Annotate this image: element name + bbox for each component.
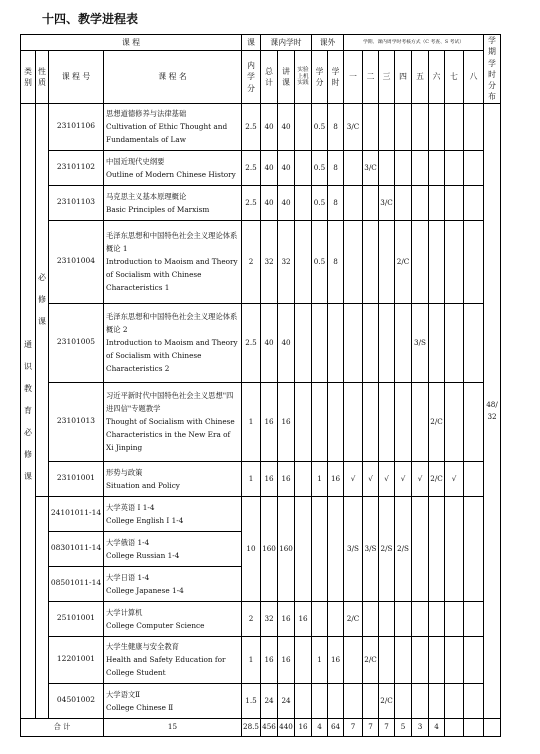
- semester-cell: [379, 382, 395, 461]
- lab-cell: [295, 496, 312, 601]
- totals-semester: 4: [429, 718, 445, 736]
- semester-cell: [363, 683, 379, 718]
- semester-3-header: 三: [379, 51, 395, 103]
- course-name: 大学俄语 1-4 College Russian 1-4: [104, 531, 242, 566]
- semester-cell: [445, 496, 464, 601]
- semester-cell: [464, 496, 484, 601]
- ex-hours-cell: [328, 382, 344, 461]
- name-header: 课 程 名: [104, 51, 242, 103]
- lab-cell: [295, 303, 312, 382]
- semester-cell: [429, 103, 445, 150]
- lecture-cell: 40: [278, 303, 295, 382]
- lab-header: 实验 上机 实践: [295, 51, 312, 103]
- semester-cell: [344, 185, 363, 220]
- semester-cell: [445, 303, 464, 382]
- semester-assessment-header: 学期、课内周学时考核方式（C 考查、S 考试）: [344, 35, 484, 51]
- table-row: [21, 683, 501, 718]
- semester-cell: [445, 601, 464, 636]
- totals-semester: 7: [363, 718, 379, 736]
- course-name: 大学计算机 College Computer Science: [104, 601, 242, 636]
- total-header: 总 计: [261, 51, 278, 103]
- table-row: [21, 103, 501, 150]
- ex-credits-cell: 0.5: [312, 103, 328, 150]
- semester-cell: [379, 103, 395, 150]
- semester-cell: [429, 496, 445, 601]
- table-row: [21, 185, 501, 220]
- semester-cell: 3/C: [363, 150, 379, 185]
- total-cell: 16: [261, 461, 278, 496]
- ex-credits-cell: 0.5: [312, 185, 328, 220]
- semester-cell: √: [379, 461, 395, 496]
- teaching-schedule-table: [20, 34, 501, 737]
- category-label: 通 识 教 育 必 修 课: [24, 339, 32, 481]
- semester-cell: [445, 382, 464, 461]
- lecture-cell: 24: [278, 683, 295, 718]
- semester-cell: [395, 636, 412, 683]
- semester-cell: √: [445, 461, 464, 496]
- course-name: 思想道德修养与法律基础 Cultivation of Ethic Thought and Fundamentals of Law: [104, 103, 242, 150]
- totals-semester: [464, 718, 484, 736]
- semester-cell: [395, 150, 412, 185]
- semester-cell: 3/S: [363, 496, 379, 601]
- ex-credits-cell: [312, 683, 328, 718]
- semester-cell: [344, 636, 363, 683]
- semester-cell: 3/S: [412, 303, 429, 382]
- semester-cell: [395, 103, 412, 150]
- semester-cell: [363, 601, 379, 636]
- semester-cell: [429, 636, 445, 683]
- ex-hours-cell: [328, 303, 344, 382]
- lab-cell: [295, 382, 312, 461]
- semester-cell: [379, 601, 395, 636]
- credits-header: 内 学 分: [242, 51, 261, 103]
- semester-cell: [464, 103, 484, 150]
- semester-cell: [464, 303, 484, 382]
- semester-cell: [395, 303, 412, 382]
- semester-cell: [445, 103, 464, 150]
- totals-semester-hours: [484, 718, 501, 736]
- semester-cell: √: [395, 461, 412, 496]
- lab-cell: [295, 636, 312, 683]
- totals-ex-hours: 64: [328, 718, 344, 736]
- course-name: 习近平新时代中国特色社会主义思想"四进四信"专题教学 Thought of Socialism with Chinese Characteristics in the New Era of Xi Jinping: [104, 382, 242, 461]
- semester-cell: [344, 382, 363, 461]
- total-cell: 160: [261, 496, 278, 601]
- ex-hours-cell: 16: [328, 636, 344, 683]
- totals-semester: 5: [395, 718, 412, 736]
- semester-cell: [429, 185, 445, 220]
- ex-hours-cell: 8: [328, 185, 344, 220]
- course-code: 23101106: [49, 103, 104, 150]
- semester-cell: [412, 382, 429, 461]
- semester-cell: [429, 601, 445, 636]
- table-row: [21, 303, 501, 382]
- semester-cell: 2/S: [395, 496, 412, 601]
- credits-cell: 2.5: [242, 303, 261, 382]
- credits-cell: 1.5: [242, 683, 261, 718]
- ex-hours-cell: 8: [328, 220, 344, 303]
- credits-cell: 1: [242, 636, 261, 683]
- course-name: 形势与政策 Situation and Policy: [104, 461, 242, 496]
- semester-cell: [363, 303, 379, 382]
- semester-hours-cell: [484, 103, 501, 718]
- lecture-cell: 160: [278, 496, 295, 601]
- ex-credits-cell: 1: [312, 636, 328, 683]
- ex-credits-cell: 1: [312, 461, 328, 496]
- credits-header-top: 课: [242, 35, 261, 51]
- total-cell: 40: [261, 150, 278, 185]
- semester-cell: 2/C: [379, 683, 395, 718]
- course-code: 24101011-14: [49, 496, 104, 531]
- lecture-cell: 16: [278, 382, 295, 461]
- lecture-cell: 32: [278, 220, 295, 303]
- semester-4-header: 四: [395, 51, 412, 103]
- course-name: 马克思主义基本原理概论 Basic Principles of Marxism: [104, 185, 242, 220]
- semester-6-header: 六: [429, 51, 445, 103]
- lab-cell: [295, 461, 312, 496]
- table-row: [21, 601, 501, 636]
- lab-cell: [295, 150, 312, 185]
- totals-label: 合 计: [21, 718, 104, 736]
- credits-cell: 1: [242, 382, 261, 461]
- semester-cell: [395, 382, 412, 461]
- semester-cell: [445, 150, 464, 185]
- semester-cell: [412, 683, 429, 718]
- lecture-cell: 40: [278, 103, 295, 150]
- semester-cell: 2/C: [344, 601, 363, 636]
- semester-cell: [344, 220, 363, 303]
- ex-credits-cell: [312, 601, 328, 636]
- lab-cell: [295, 103, 312, 150]
- semester-cell: [412, 220, 429, 303]
- totals-credits: 28.5: [242, 718, 261, 736]
- course-code: 04501002: [49, 683, 104, 718]
- total-cell: 40: [261, 303, 278, 382]
- semester-cell: [412, 496, 429, 601]
- ex-hours-cell: 16: [328, 461, 344, 496]
- ex-hours-cell: 8: [328, 103, 344, 150]
- course-code: 23101103: [49, 185, 104, 220]
- semester-cell: [429, 683, 445, 718]
- ex-hours-cell: [328, 683, 344, 718]
- course-name: 大学日语 1-4 College Japanese 1-4: [104, 566, 242, 601]
- semester-cell: 2/C: [429, 461, 445, 496]
- semester-cell: [464, 220, 484, 303]
- ex-hours-header: 学 时: [328, 51, 344, 103]
- semester-cell: [464, 382, 484, 461]
- course-code: 23101013: [49, 382, 104, 461]
- semester-cell: [429, 150, 445, 185]
- course-name: 毛泽东思想和中国特色社会主义理论体系概论 1 Introduction to Maoism and Theory of Socialism with Chinese Characteristics 1: [104, 220, 242, 303]
- semester-cell: 2/C: [395, 220, 412, 303]
- table-row: [21, 496, 501, 531]
- ex-hours-cell: 8: [328, 150, 344, 185]
- table-row: [21, 636, 501, 683]
- nature-cell: [36, 103, 49, 496]
- totals-semester: 7: [344, 718, 363, 736]
- semester-cell: [464, 150, 484, 185]
- semester-cell: [379, 303, 395, 382]
- totals-lecture: 440: [278, 718, 295, 736]
- totals-semester: 3: [412, 718, 429, 736]
- semester-5-header: 五: [412, 51, 429, 103]
- semester-cell: [464, 185, 484, 220]
- semester-cell: [363, 103, 379, 150]
- nature-cell-empty: [36, 496, 49, 718]
- lecture-cell: 16: [278, 601, 295, 636]
- semester-cell: [445, 220, 464, 303]
- totals-row: [21, 718, 501, 736]
- semester-cell: [363, 382, 379, 461]
- total-cell: 40: [261, 185, 278, 220]
- lab-cell: [295, 185, 312, 220]
- ex-credits-cell: 0.5: [312, 220, 328, 303]
- course-code: 23101005: [49, 303, 104, 382]
- credits-cell: 2.5: [242, 103, 261, 150]
- total-cell: 32: [261, 601, 278, 636]
- semester-cell: [379, 220, 395, 303]
- total-cell: 16: [261, 382, 278, 461]
- semester-cell: [379, 636, 395, 683]
- semester-cell: [395, 185, 412, 220]
- semester-cell: [412, 103, 429, 150]
- semester-cell: [395, 683, 412, 718]
- course-code: 23101102: [49, 150, 104, 185]
- ex-hours-cell: [328, 496, 344, 601]
- credits-cell: 2: [242, 220, 261, 303]
- course-name: 大学生健康与安全教育 Health and Safety Education for College Student: [104, 636, 242, 683]
- table-row: [21, 150, 501, 185]
- totals-course-count: 15: [104, 718, 242, 736]
- course-name: 中国近现代史纲要 Outline of Modern Chinese History: [104, 150, 242, 185]
- totals-total: 456: [261, 718, 278, 736]
- page-title: 十四、教学进程表: [42, 12, 139, 26]
- semester-hours-value: 48/ 32: [486, 399, 498, 421]
- course-name: 大学语文Ⅱ College Chinese Ⅱ: [104, 683, 242, 718]
- semester-cell: [344, 683, 363, 718]
- lecture-cell: 40: [278, 150, 295, 185]
- semester-cell: 3/C: [344, 103, 363, 150]
- course-code: 23101004: [49, 220, 104, 303]
- semester-cell: √: [363, 461, 379, 496]
- code-header: 课 程 号: [49, 51, 104, 103]
- ex-credits-cell: [312, 303, 328, 382]
- lab-cell: 16: [295, 601, 312, 636]
- credits-cell: 1: [242, 461, 261, 496]
- semester-cell: [412, 636, 429, 683]
- course-header: 课 程: [21, 35, 242, 51]
- semester-1-header: 一: [344, 51, 363, 103]
- ex-credits-cell: 0.5: [312, 150, 328, 185]
- lecture-header: 讲 课: [278, 51, 295, 103]
- semester-cell: [344, 303, 363, 382]
- ex-hours-cell: [328, 601, 344, 636]
- credits-cell: 2: [242, 601, 261, 636]
- lecture-cell: 16: [278, 636, 295, 683]
- class-hours-header: 课内学时: [261, 35, 312, 51]
- ex-credits-header: 学 分: [312, 51, 328, 103]
- course-code: 25101001: [49, 601, 104, 636]
- semester-cell: √: [344, 461, 363, 496]
- semester-cell: 3/S: [344, 496, 363, 601]
- course-code: 08501011-14: [49, 566, 104, 601]
- semester-cell: [429, 303, 445, 382]
- total-cell: 16: [261, 636, 278, 683]
- semester-cell: 3/C: [379, 185, 395, 220]
- totals-ex-credits: 4: [312, 718, 328, 736]
- total-cell: 32: [261, 220, 278, 303]
- semester-cell: 2/S: [379, 496, 395, 601]
- table-row: [21, 461, 501, 496]
- semester-cell: 2/C: [429, 382, 445, 461]
- course-code: 08301011-14: [49, 531, 104, 566]
- credits-cell: 10: [242, 496, 261, 601]
- table-row: [21, 382, 501, 461]
- semester-cell: [445, 683, 464, 718]
- total-cell: 24: [261, 683, 278, 718]
- lab-cell: [295, 683, 312, 718]
- category-header: 类 别: [21, 51, 36, 103]
- semester-cell: √: [412, 461, 429, 496]
- ex-credits-cell: [312, 496, 328, 601]
- semester-2-header: 二: [363, 51, 379, 103]
- semester-cell: [412, 150, 429, 185]
- lecture-cell: 40: [278, 185, 295, 220]
- semester-8-header: 八: [464, 51, 484, 103]
- category-cell: [21, 103, 36, 718]
- semester-cell: [445, 636, 464, 683]
- lecture-cell: 16: [278, 461, 295, 496]
- nature-label: 必 修 课: [38, 272, 46, 326]
- semester-cell: [379, 150, 395, 185]
- course-name: 大学英语 Ⅰ 1-4 College English Ⅰ 1-4: [104, 496, 242, 531]
- semester-cell: [412, 601, 429, 636]
- semester-7-header: 七: [445, 51, 464, 103]
- semester-cell: [464, 461, 484, 496]
- semester-hours-header: 学期 学时 分布: [484, 35, 501, 104]
- totals-lab: 16: [295, 718, 312, 736]
- semester-cell: [344, 150, 363, 185]
- course-code: 23101001: [49, 461, 104, 496]
- lab-cell: [295, 220, 312, 303]
- semester-cell: [464, 636, 484, 683]
- totals-semester: [445, 718, 464, 736]
- semester-cell: [429, 220, 445, 303]
- nature-header: 性 质: [36, 51, 49, 103]
- semester-cell: [363, 220, 379, 303]
- semester-cell: [445, 185, 464, 220]
- course-code: 12201001: [49, 636, 104, 683]
- course-name: 毛泽东思想和中国特色社会主义理论体系概论 2 Introduction to Maoism and Theory of Socialism with Chinese Characteristics 2: [104, 303, 242, 382]
- semester-cell: 2/C: [363, 636, 379, 683]
- semester-cell: [363, 185, 379, 220]
- extracurricular-header: 课外: [312, 35, 344, 51]
- semester-cell: [464, 683, 484, 718]
- credits-cell: 2.5: [242, 185, 261, 220]
- semester-cell: [412, 185, 429, 220]
- totals-semester: 7: [379, 718, 395, 736]
- table-row: [21, 220, 501, 303]
- ex-credits-cell: [312, 382, 328, 461]
- credits-cell: 2.5: [242, 150, 261, 185]
- semester-cell: [395, 601, 412, 636]
- semester-cell: [464, 601, 484, 636]
- total-cell: 40: [261, 103, 278, 150]
